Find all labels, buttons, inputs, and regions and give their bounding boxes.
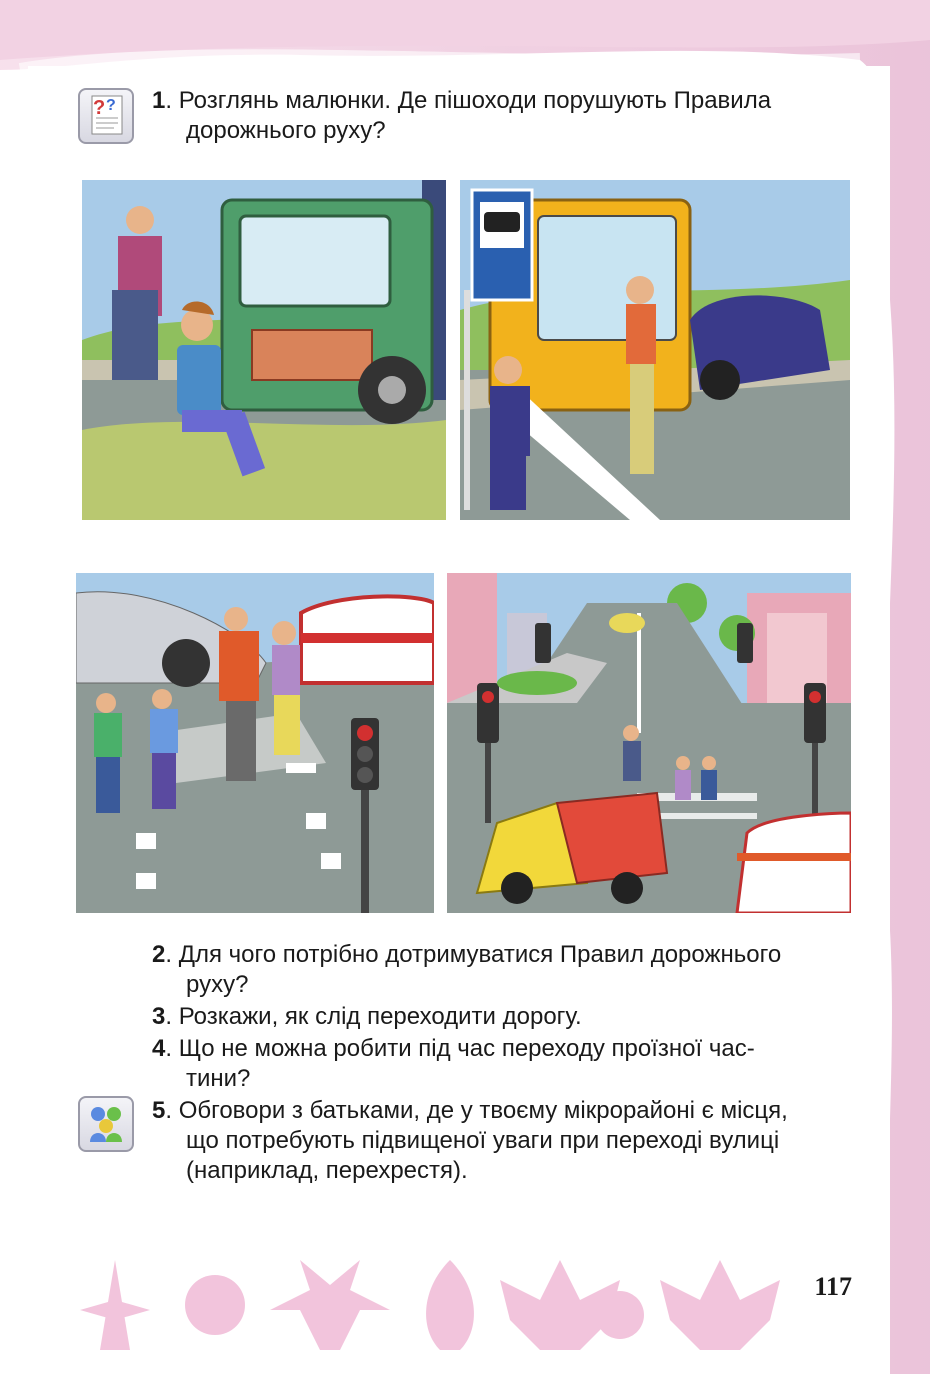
discussion-icon (78, 1096, 134, 1152)
question-number: 3 (152, 1003, 166, 1030)
question-text-cont: тини? (186, 1065, 251, 1092)
question-1 (152, 86, 852, 146)
question-icon (78, 88, 134, 144)
svg-text:?: ? (106, 97, 116, 114)
illustration-intersection (447, 573, 851, 913)
question-2 (152, 940, 852, 1000)
question-number: 1 (152, 87, 166, 114)
question-text-cont: руху? (186, 971, 249, 998)
illustration-crosswalk (76, 573, 434, 913)
question-text-cont: дорожнього руху? (186, 117, 386, 144)
question-text: . Розглянь малюнки. Де пішоходи порушують Правила (165, 87, 772, 114)
svg-text:?: ? (93, 97, 106, 119)
question-number: 5 (152, 1097, 166, 1124)
question-text: . Розкажи, як слід переходити дорогу. (165, 1003, 582, 1030)
question-number: 4 (152, 1035, 166, 1062)
question-3 (152, 1002, 852, 1032)
question-5 (152, 1096, 852, 1186)
question-number: 2 (152, 941, 166, 968)
question-4 (152, 1034, 852, 1094)
page-number: 117 (814, 1272, 852, 1301)
question-text: . Обговори з батьками, де у твоєму мікрорайоні є місця, (165, 1097, 788, 1124)
illustration-bus-stop (460, 180, 850, 520)
question-text: . Для чого потрібно дотримуватися Правил дорожнього (165, 941, 782, 968)
question-text: . Що не можна робити під час переходу проїзної час- (165, 1035, 755, 1062)
illustration-truck-crossing (82, 180, 446, 520)
question-text-cont: (наприклад, перехрестя). (186, 1157, 468, 1184)
leaf-decoration (60, 1250, 860, 1360)
question-text-cont: що потребують підвищеної уваги при переході вулиці (186, 1127, 780, 1154)
